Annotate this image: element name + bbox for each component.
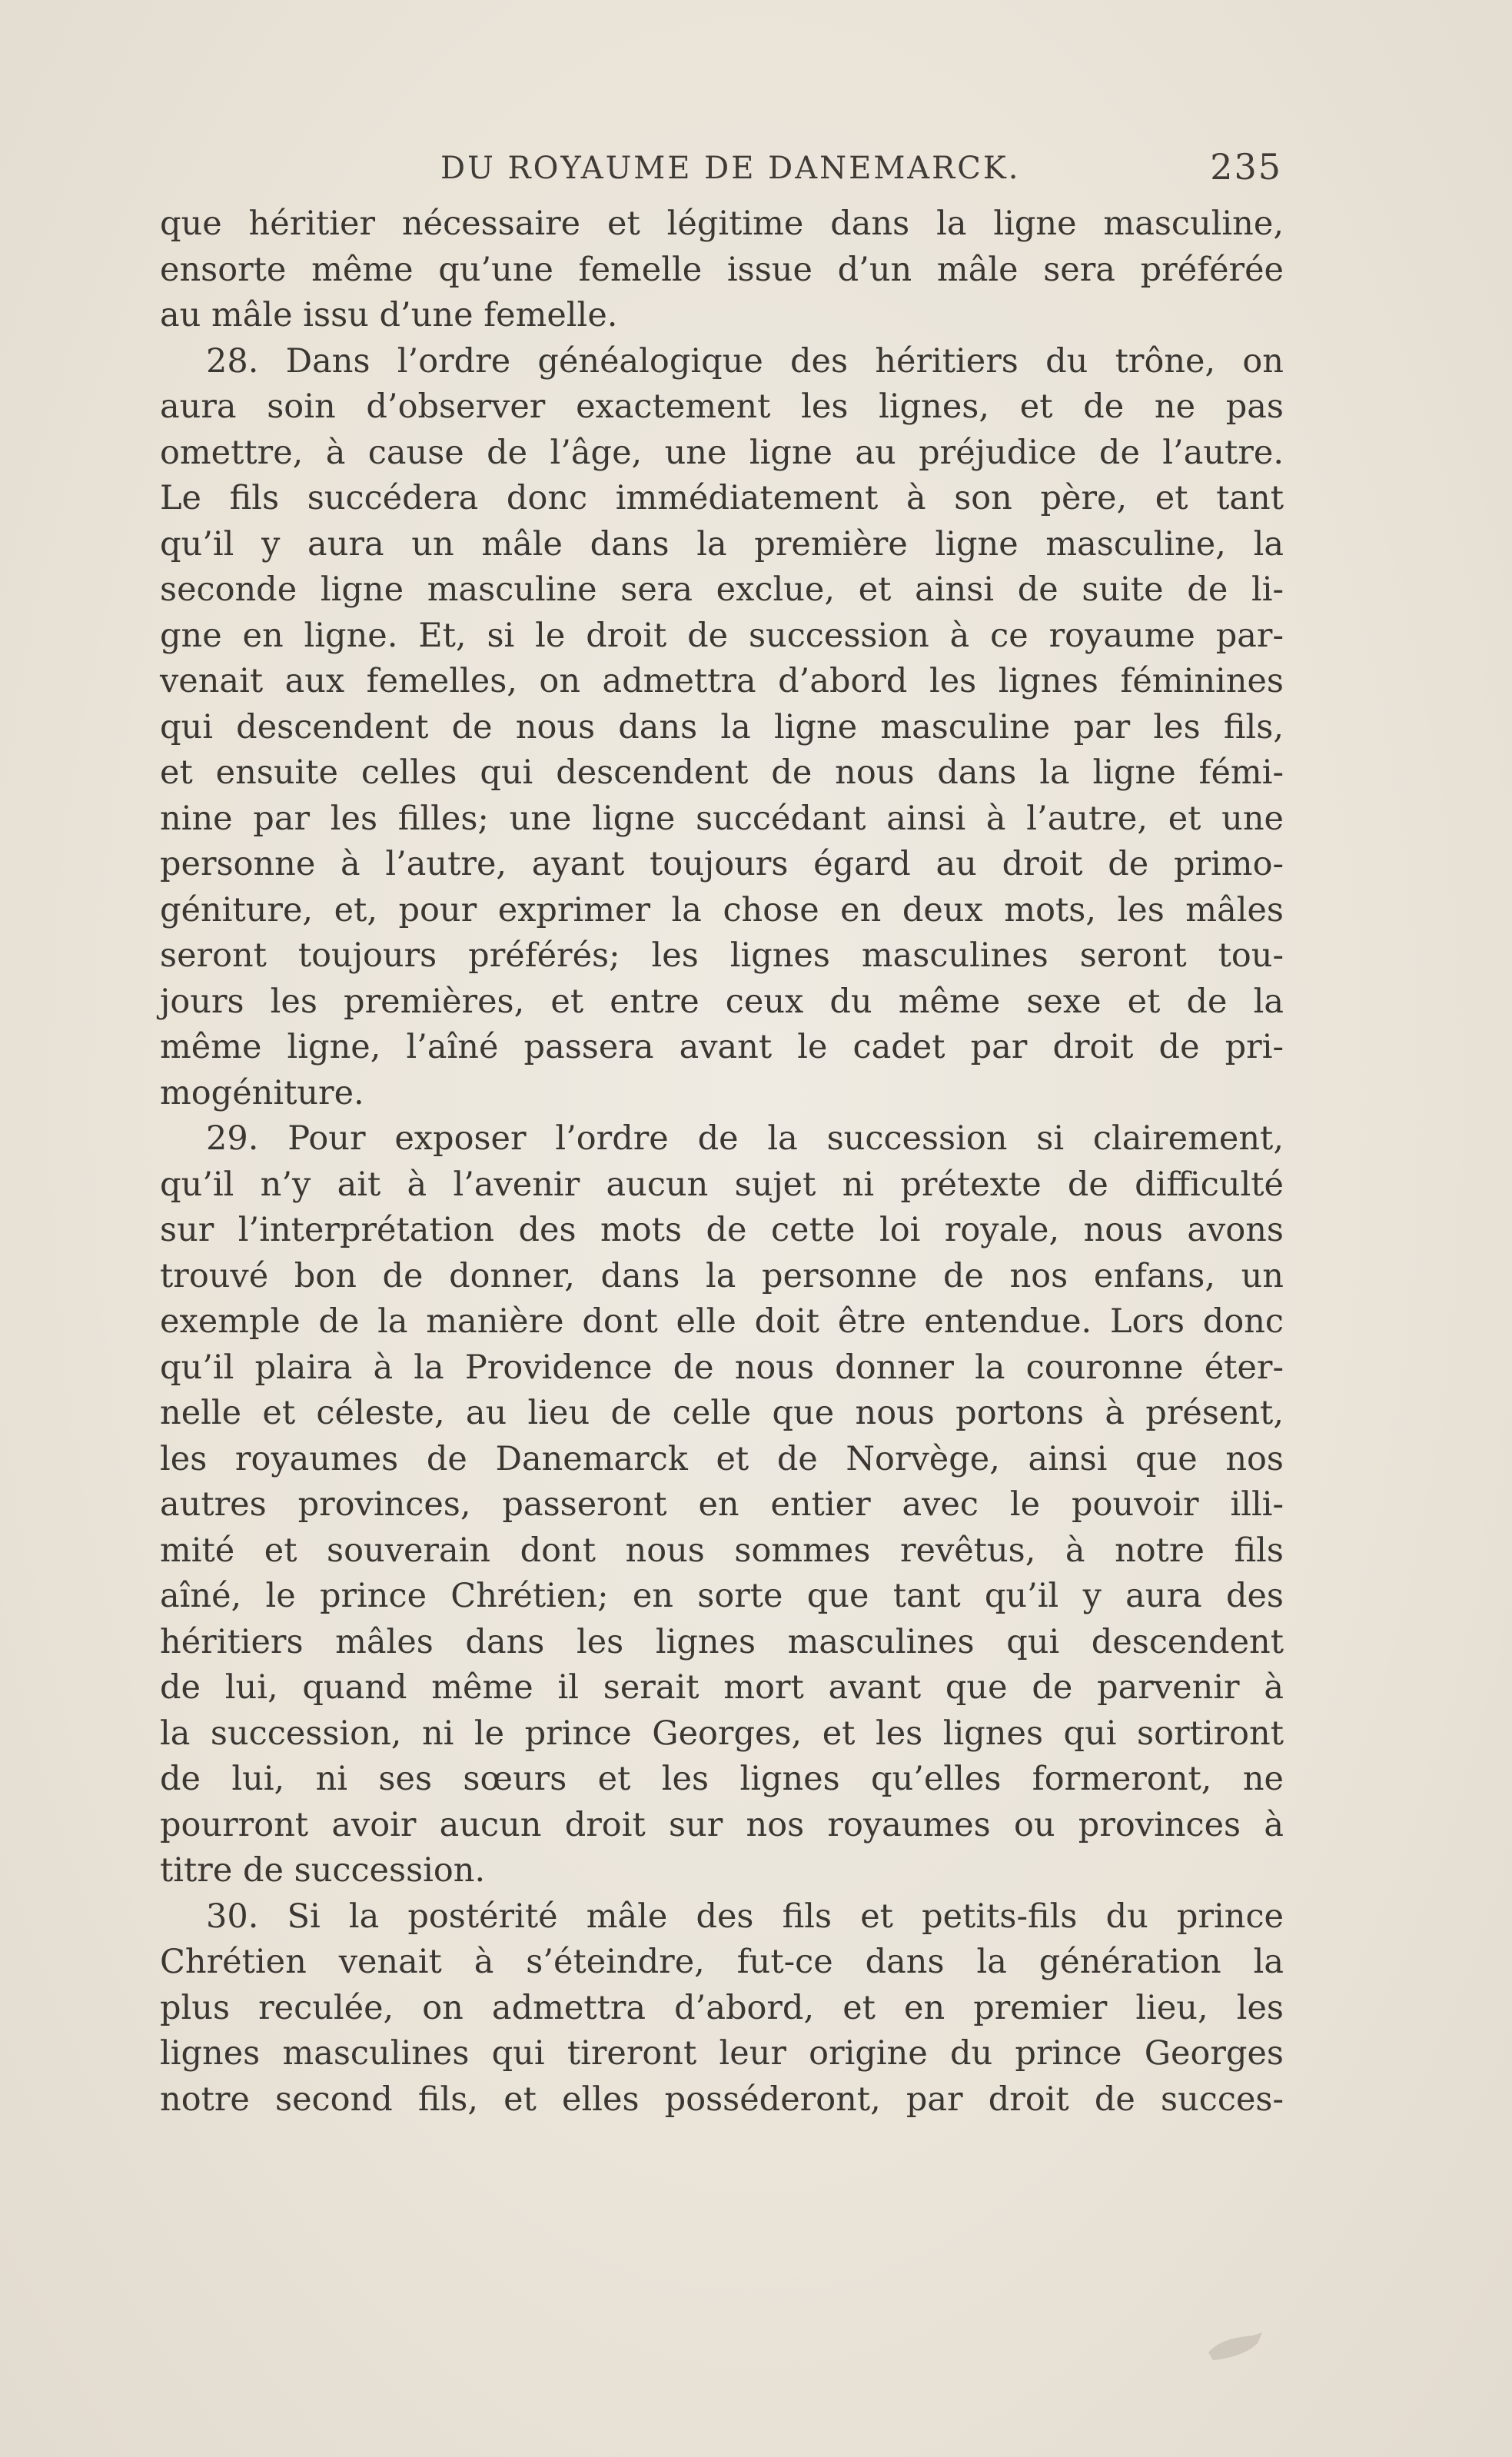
text-line: seconde ligne masculine sera exclue, et ainsi de suite de li- xyxy=(160,570,1284,609)
text-line: qu’il n’y ait à l’avenir aucun sujet ni prétexte de difficulté xyxy=(160,1165,1284,1204)
text-line: notre second fils, et elles posséderont, par droit de succes- xyxy=(160,2080,1284,2119)
text-line: qu’il plaira à la Providence de nous donner la couronne éter- xyxy=(160,1348,1284,1387)
text-line: Le fils succédera donc immédiatement à son père, et tant xyxy=(160,479,1284,517)
text-line: 30. Si la postérité mâle des fils et petits-fils du prince xyxy=(206,1897,1284,1936)
text-line: omettre, à cause de l’âge, une ligne au préjudice de l’autre. xyxy=(160,433,1284,472)
running-head: DU ROYAUME DE DANEMARCK. xyxy=(440,151,1021,186)
text-line: lignes masculines qui tireront leur origine du prince Georges xyxy=(160,2034,1284,2073)
text-line: venait aux femelles, on admettra d’abord les lignes féminines xyxy=(160,662,1284,700)
text-line: même ligne, l’aîné passera avant le cadet par droit de pri- xyxy=(160,1028,1284,1066)
text-line: sur l’interprétation des mots de cette loi royale, nous avons xyxy=(160,1211,1284,1249)
text-line: mité et souverain dont nous sommes revêtus, à notre fils xyxy=(160,1531,1284,1570)
text-line: la succession, ni le prince Georges, et les lignes qui sortiront xyxy=(160,1714,1284,1753)
text-line: jours les premières, et entre ceux du même sexe et de la xyxy=(160,982,1284,1021)
text-line: pourront avoir aucun droit sur nos royaumes ou provinces à xyxy=(160,1805,1284,1844)
body-text xyxy=(160,201,1284,2123)
text-line: géniture, et, pour exprimer la chose en deux mots, les mâles xyxy=(160,890,1284,929)
text-line: mogéniture. xyxy=(160,1073,364,1112)
page-header xyxy=(160,146,1282,200)
text-line: exemple de la manière dont elle doit être entendue. Lors donc xyxy=(160,1302,1284,1341)
text-line: de lui, quand même il serait mort avant que de parvenir à xyxy=(160,1668,1284,1707)
ink-smudge-mark xyxy=(1205,2329,1267,2363)
text-line: personne à l’autre, ayant toujours égard au droit de primo- xyxy=(160,845,1284,883)
text-line: plus reculée, on admettra d’abord, et en premier lieu, les xyxy=(160,1988,1284,2027)
text-line: aîné, le prince Chrétien; en sorte que tant qu’il y aura des xyxy=(160,1577,1284,1615)
text-line: titre de succession. xyxy=(160,1851,486,1890)
text-line: 29. Pour exposer l’ordre de la succession si clairement, xyxy=(206,1119,1284,1158)
text-line: ensorte même qu’une femelle issue d’un mâle sera préférée xyxy=(160,250,1284,289)
text-line: de lui, ni ses sœurs et les lignes qu’elles formeront, ne xyxy=(160,1760,1284,1798)
text-line: qui descendent de nous dans la ligne masculine par les fils, xyxy=(160,707,1284,746)
text-line: aura soin d’observer exactement les lignes, et de ne pas xyxy=(160,387,1284,426)
text-line: héritiers mâles dans les lignes masculines qui descendent xyxy=(160,1622,1284,1661)
text-line: les royaumes de Danemarck et de Norvège, ainsi que nos xyxy=(160,1439,1284,1478)
text-line: gne en ligne. Et, si le droit de succession à ce royaume par- xyxy=(160,616,1284,655)
text-line: au mâle issu d’une femelle. xyxy=(160,296,618,334)
text-line: nelle et céleste, au lieu de celle que nous portons à présent, xyxy=(160,1394,1284,1432)
text-line: que héritier nécessaire et légitime dans la ligne masculine, xyxy=(160,204,1284,243)
text-line: autres provinces, passeront en entier avec le pouvoir illi- xyxy=(160,1485,1284,1524)
text-line: Chrétien venait à s’éteindre, fut-ce dans la génération la xyxy=(160,1943,1284,1981)
text-line: et ensuite celles qui descendent de nous dans la ligne fémi- xyxy=(160,753,1284,792)
text-line: trouvé bon de donner, dans la personne de nos enfans, un xyxy=(160,1256,1284,1295)
text-line: 28. Dans l’ordre généalogique des héritiers du trône, on xyxy=(206,341,1284,381)
text-line: seront toujours préférés; les lignes masculines seront tou- xyxy=(160,936,1284,975)
text-line: nine par les filles; une ligne succédant ainsi à l’autre, et une xyxy=(160,799,1284,838)
page-number: 235 xyxy=(1210,146,1282,188)
text-line: qu’il y aura un mâle dans la première ligne masculine, la xyxy=(160,524,1284,564)
